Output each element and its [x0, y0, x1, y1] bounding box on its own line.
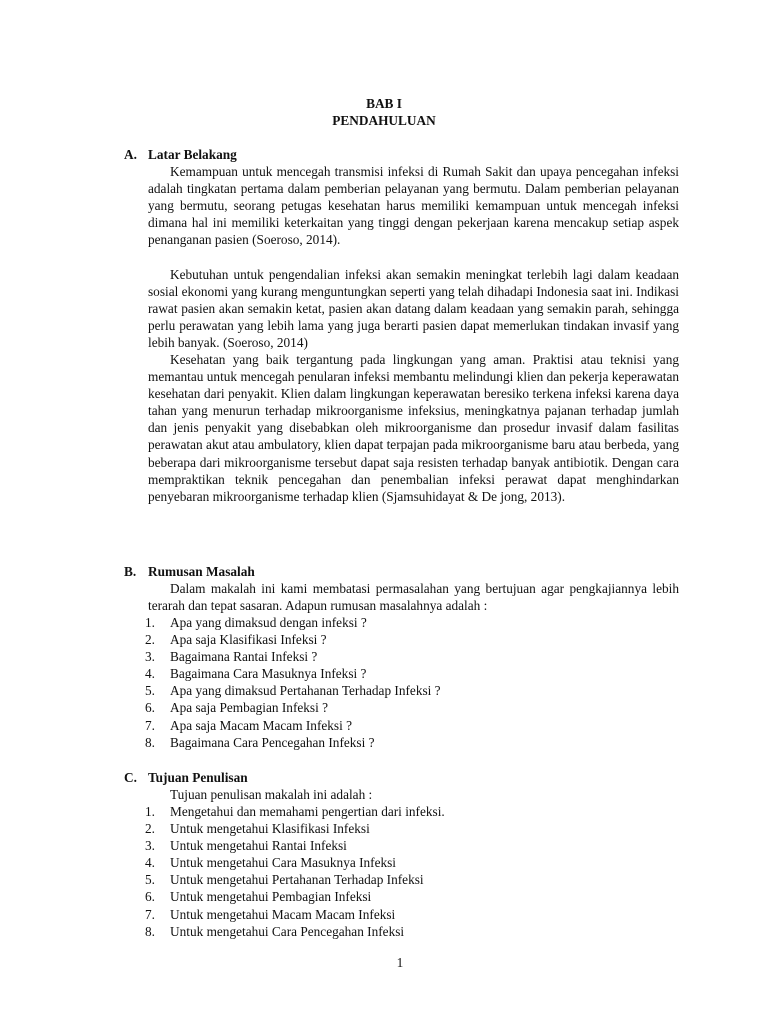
list-text: Apa saja Pembagian Infeksi ? [170, 700, 329, 716]
list-number: 6. [145, 889, 155, 905]
list-text: Bagaimana Rantai Infeksi ? [170, 649, 318, 665]
list-text: Apa saja Klasifikasi Infeksi ? [170, 632, 327, 648]
list-text: Untuk mengetahui Macam Macam Infeksi [170, 906, 396, 922]
list-number: 8. [145, 734, 155, 750]
list-text: Untuk mengetahui Cara Pencegahan Infeksi [170, 923, 405, 939]
list-item [145, 923, 445, 940]
chapter-number: BAB I [366, 96, 402, 111]
list-text: Mengetahui dan memahami pengertian dari infeksi. [170, 804, 445, 819]
list-item [145, 803, 445, 820]
list-text: Apa yang dimaksud dengan infeksi ? [170, 615, 367, 630]
section-b-paragraph: Dalam makalah ini kami membatasi permasalahan yang bertujuan agar pengkajiannya lebih terarah dan tepat sasaran. Adapun rumusan masalahnya adalah : [148, 581, 679, 614]
chapter-title: PENDAHULUAN [332, 113, 436, 128]
list-number: 8. [145, 923, 155, 939]
list-text: Untuk mengetahui Cara Masuknya Infeksi [170, 855, 396, 871]
problem-list [145, 614, 441, 751]
list-item [145, 614, 441, 631]
section-b-heading [124, 563, 255, 580]
list-number: 7. [145, 906, 155, 922]
list-item [145, 631, 441, 648]
list-item [145, 699, 441, 716]
list-item [145, 854, 445, 871]
section-c-heading [124, 769, 248, 786]
objective-list [145, 803, 445, 940]
list-item [145, 682, 441, 699]
list-item [145, 648, 441, 665]
list-item [145, 871, 445, 888]
section-a-heading [124, 146, 237, 163]
list-number: 3. [145, 649, 155, 665]
list-number: 6. [145, 700, 155, 716]
list-text: Bagaimana Cara Masuknya Infeksi ? [170, 666, 367, 682]
list-item [145, 837, 445, 854]
list-number: 2. [145, 821, 155, 837]
section-a-paragraph-2: Kebutuhan untuk pengendalian infeksi akan semakin meningkat terlebih lagi dalam keadaan sosial ekonomi yang kurang menguntungkan seperti yang telah dihadapi Indonesia saat ini. Indikasi rawat pasien akan semakin ketat, pasien akan datang dalam keadaan yang semakin parah, sehingga perlu perawatan yang lebih lama yang juga berarti pasien dapat memerlukan tindakan invasif yang lebih banyak. (Soeroso, 2014) [148, 267, 679, 351]
list-text: Bagaimana Cara Pencegahan Infeksi ? [170, 734, 375, 750]
list-text: Apa saja Macam Macam Infeksi ? [170, 717, 353, 733]
list-number: 4. [145, 855, 155, 871]
list-item [145, 888, 445, 905]
section-c-intro: Tujuan penulisan makalah ini adalah : [170, 787, 373, 802]
section-b-letter: B. [124, 564, 137, 579]
section-c-letter: C. [124, 770, 137, 785]
section-a-letter: A. [124, 147, 137, 162]
list-number: 2. [145, 632, 155, 648]
list-number: 4. [145, 666, 155, 682]
section-a-paragraph-3: Kesehatan yang baik tergantung pada lingkungan yang aman. Praktisi atau teknisi yang memantau untuk mencegah penularan infeksi membantu melindungi klien dan pekerja keperawatan kesehatan dari penyakit. Klien dalam lingkungan keperawatan beresiko terkena infeksi karena daya tahan yang menurun terhadap mikroorganisme infeksius, meningkatnya pajanan terhadap jumlah dan jenis penyakit yang disebabkan oleh mikroorganisme dan prosedur invasif dalam fasilitas perawatan akut atau ambulatory, klien dapat terpajan pada mikroorganisme baru atau berbeda, yang beberapa dari mikroorganisme tersebut dapat saja resisten terhadap banyak antibiotik. Dengan cara mempraktikan teknik pencegahan dan penembalian infeksi perawat dapat menghindarkan penyebaran mikroorganisme terhadap klien (Sjamsuhidayat & De jong, 2013). [148, 352, 679, 504]
list-item [145, 717, 441, 734]
list-item [145, 906, 445, 923]
list-item [145, 665, 441, 682]
list-text: Apa yang dimaksud Pertahanan Terhadap Infeksi ? [170, 683, 441, 699]
list-item [145, 734, 441, 751]
section-a-title: Latar Belakang [148, 147, 237, 162]
list-number: 5. [145, 683, 155, 699]
list-text: Untuk mengetahui Rantai Infeksi [170, 838, 347, 854]
section-c-title: Tujuan Penulisan [148, 770, 248, 785]
list-item [145, 820, 445, 837]
list-text: Untuk mengetahui Klasifikasi Infeksi [170, 821, 370, 837]
list-text: Untuk mengetahui Pertahanan Terhadap Infeksi [170, 872, 424, 888]
list-number: 1. [145, 804, 155, 819]
list-number: 1. [145, 615, 155, 630]
page-number: 1 [396, 955, 404, 970]
list-text: Untuk mengetahui Pembagian Infeksi [170, 889, 372, 905]
section-a-paragraph-1: Kemampuan untuk mencegah transmisi infeksi di Rumah Sakit dan upaya pencegahan infeksi adalah tingkatan pertama dalam pemberian pelayanan yang bermutu. Dalam pemberian pelayanan yang bermutu, seorang petugas kesehatan harus memiliki kemampuan untuk mencegah infeksi dimana hal ini memiliki keterkaitan yang tinggi dengan pekerjaan karena mencakup setiap aspek penanganan pasien (Soeroso, 2014). [148, 164, 679, 248]
list-number: 3. [145, 838, 155, 854]
list-number: 7. [145, 717, 155, 733]
list-number: 5. [145, 872, 155, 888]
section-b-title: Rumusan Masalah [148, 564, 255, 579]
